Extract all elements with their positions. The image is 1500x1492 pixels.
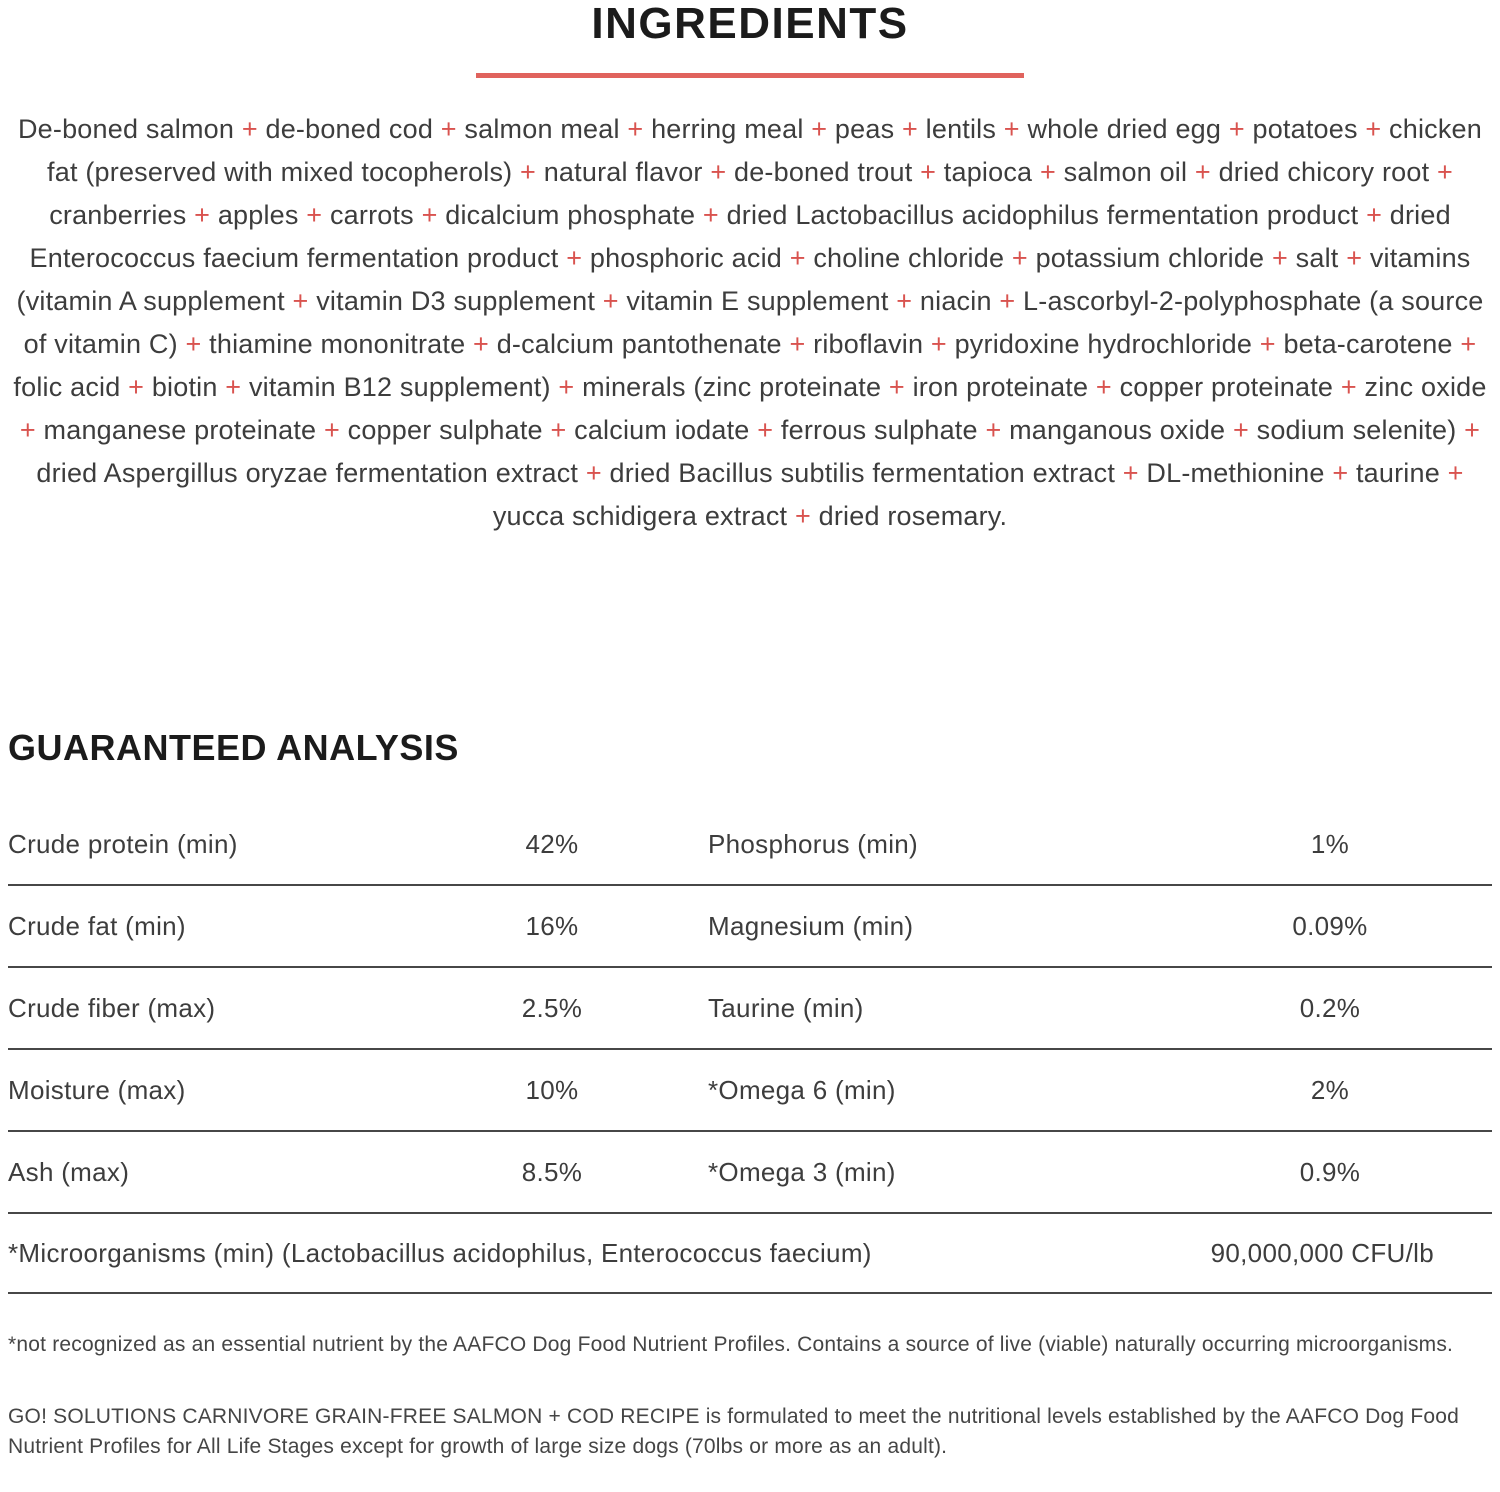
analysis-row <box>8 968 1492 1050</box>
ingredients-header <box>8 0 1492 78</box>
ingredient-item: salt <box>1295 243 1339 273</box>
analysis-row <box>8 1132 1492 1214</box>
plus-separator: + <box>920 157 937 187</box>
ingredient-item: copper sulphate <box>347 415 543 445</box>
ingredient-item: vitamins (vitamin A supplement <box>16 243 1471 316</box>
ingredient-item: lentils <box>925 114 997 144</box>
plus-separator: + <box>1340 372 1357 402</box>
plus-separator: + <box>473 329 489 359</box>
ingredient-item: potatoes <box>1252 114 1358 144</box>
nutrient-label: Moisture (max) <box>8 1074 186 1105</box>
ingredient-item: apples <box>217 200 299 230</box>
plus-separator: + <box>520 157 537 187</box>
plus-separator: + <box>19 415 36 445</box>
plus-separator: + <box>999 286 1016 316</box>
nutrient-label: Ash (max) <box>8 1156 130 1187</box>
plus-separator: + <box>550 415 567 445</box>
nutrient-value: 0.2% <box>1299 992 1361 1023</box>
plus-separator: + <box>421 200 438 230</box>
plus-separator: + <box>930 329 947 359</box>
plus-separator: + <box>1366 200 1383 230</box>
plus-separator: + <box>757 415 774 445</box>
plus-separator: + <box>888 372 905 402</box>
ingredient-item: beta-carotene <box>1283 329 1453 359</box>
title-underline-rule <box>476 73 1024 78</box>
ingredient-item: biotin <box>151 372 218 402</box>
plus-separator: + <box>1003 114 1020 144</box>
plus-separator: + <box>627 114 644 144</box>
nutrient-label: *Omega 3 (min) <box>708 1156 896 1187</box>
plus-separator: + <box>323 415 340 445</box>
ingredient-item: pyridoxine hydrochloride <box>954 329 1253 359</box>
ingredient-item: choline chloride <box>813 243 1005 273</box>
plus-separator: + <box>1011 243 1028 273</box>
ingredient-item: taurine <box>1355 458 1440 488</box>
plus-separator: + <box>1346 243 1363 273</box>
ingredient-item: salmon meal <box>464 114 620 144</box>
ingredient-item: de-boned trout <box>733 157 913 187</box>
ingredient-item: De-boned salmon <box>17 114 235 144</box>
nutrient-value: 8.5% <box>521 1156 583 1187</box>
ingredient-item: vitamin E supplement <box>626 286 889 316</box>
nutrient-value: 42% <box>525 828 579 859</box>
aafco-footnote: *not recognized as an essential nutrient by the AAFCO Dog Food Nutrient Profiles. Contains a source of live (viable) naturally occurring microorganisms. <box>8 1333 1454 1356</box>
ingredient-item: iron proteinate <box>912 372 1089 402</box>
ingredient-item: L-ascorbyl-2-polyphosphate (a source of vitamin C) <box>23 286 1484 359</box>
nutrient-label: Crude fat (min) <box>8 910 186 941</box>
ingredient-item: tapioca <box>943 157 1033 187</box>
ingredient-item: niacin <box>919 286 992 316</box>
plus-separator: + <box>194 200 211 230</box>
plus-separator: + <box>440 114 457 144</box>
ingredient-item: DL-methionine <box>1146 458 1325 488</box>
ingredient-item: ferrous sulphate <box>780 415 978 445</box>
ingredient-item: copper proteinate <box>1119 372 1334 402</box>
plus-separator: + <box>225 372 242 402</box>
plus-separator: + <box>901 114 918 144</box>
ingredients-text <box>8 108 1492 538</box>
ingredient-item: zinc oxide <box>1364 372 1487 402</box>
plus-separator: + <box>1232 415 1249 445</box>
plus-separator: + <box>1095 372 1112 402</box>
nutrient-value: 0.9% <box>1299 1156 1361 1187</box>
nutrient-value: 0.09% <box>1292 910 1368 941</box>
ingredient-item: herring meal <box>651 114 804 144</box>
plus-separator: + <box>1039 157 1056 187</box>
ingredient-item: d-calcium pantothenate <box>496 329 782 359</box>
plus-separator: + <box>128 372 145 402</box>
ingredient-item: natural flavor <box>543 157 703 187</box>
nutrient-label: Phosphorus (min) <box>708 828 918 859</box>
ingredient-item: peas <box>834 114 895 144</box>
nutrient-label: Magnesium (min) <box>708 910 914 941</box>
ingredient-item: whole dried egg <box>1027 114 1222 144</box>
ingredient-item: vitamin D3 supplement <box>316 286 596 316</box>
plus-separator: + <box>566 243 583 273</box>
plus-separator: + <box>811 114 828 144</box>
nutrient-value: 2.5% <box>521 992 583 1023</box>
analysis-row <box>8 804 1492 886</box>
ingredient-item: dried Bacillus subtilis fermentation extract <box>609 458 1116 488</box>
plus-separator: + <box>1447 458 1464 488</box>
ingredient-item: potassium chloride <box>1035 243 1265 273</box>
plus-separator: + <box>1460 329 1477 359</box>
ingredient-item: calcium iodate <box>574 415 750 445</box>
ingredient-item: dried Aspergillus oryzae fermentation extract <box>36 458 579 488</box>
nutrient-label: Crude fiber (max) <box>8 992 216 1023</box>
plus-separator: + <box>702 200 719 230</box>
ingredient-item: folic acid <box>13 372 121 402</box>
nutrient-label: *Omega 6 (min) <box>708 1074 896 1105</box>
ingredient-item: dried Enterococcus faecium fermentation product <box>29 200 1451 273</box>
ingredient-item: vitamin B12 supplement) <box>248 372 551 402</box>
ingredient-item: minerals (zinc proteinate <box>582 372 882 402</box>
plus-separator: + <box>558 372 575 402</box>
nutrient-label: Crude protein (min) <box>8 828 238 859</box>
plus-separator: + <box>292 286 309 316</box>
ingredient-item: de-boned cod <box>265 114 434 144</box>
plus-separator: + <box>1365 114 1382 144</box>
plus-separator: + <box>241 114 258 144</box>
plus-separator: + <box>585 458 602 488</box>
ingredient-item: thiamine mononitrate <box>209 329 466 359</box>
ingredient-item: riboflavin <box>813 329 924 359</box>
ingredient-item: dried chicory root <box>1218 157 1430 187</box>
plus-separator: + <box>789 329 806 359</box>
ingredient-item: sodium selenite) <box>1256 415 1457 445</box>
nutrient-value: 16% <box>525 910 579 941</box>
nutrient-value: 1% <box>1310 828 1350 859</box>
plus-separator: + <box>710 157 727 187</box>
microorganisms-value: 90,000,000 CFU/lb <box>1210 1237 1434 1268</box>
microorganisms-label: *Microorganisms (min) (Lactobacillus acidophilus, Enterococcus faecium) <box>8 1237 872 1268</box>
plus-separator: + <box>602 286 619 316</box>
ingredient-item: carrots <box>329 200 414 230</box>
ingredient-item: dicalcium phosphate <box>445 200 696 230</box>
ingredient-item: dried rosemary. <box>818 501 1008 531</box>
plus-separator: + <box>1464 415 1481 445</box>
plus-separator: + <box>1228 114 1245 144</box>
plus-separator: + <box>1271 243 1288 273</box>
plus-separator: + <box>185 329 202 359</box>
ingredient-item: manganous oxide <box>1009 415 1226 445</box>
plus-separator: + <box>1436 157 1453 187</box>
ingredient-item: chicken fat (preserved with mixed tocopherols) <box>47 114 1482 187</box>
analysis-row <box>8 1050 1492 1132</box>
plus-separator: + <box>1194 157 1211 187</box>
ingredient-item: salmon oil <box>1063 157 1188 187</box>
guaranteed-analysis-table <box>8 804 1492 1214</box>
ingredient-item: cranberries <box>49 200 187 230</box>
ingredient-item: yucca schidigera extract <box>492 501 788 531</box>
ingredient-item: phosphoric acid <box>589 243 782 273</box>
plus-separator: + <box>1259 329 1276 359</box>
nutrient-value: 10% <box>525 1074 579 1105</box>
plus-separator: + <box>1122 458 1139 488</box>
nutrient-label: Taurine (min) <box>708 992 864 1023</box>
analysis-row <box>8 886 1492 968</box>
plus-separator: + <box>896 286 913 316</box>
plus-separator: + <box>794 501 811 531</box>
ingredient-item: manganese proteinate <box>43 415 317 445</box>
guaranteed-analysis-title: GUARANTEED ANALYSIS <box>8 727 459 768</box>
ingredient-item: dried Lactobacillus acidophilus fermentation product <box>726 200 1359 230</box>
plus-separator: + <box>789 243 806 273</box>
nutrient-value: 2% <box>1310 1074 1350 1105</box>
plus-separator: + <box>1332 458 1349 488</box>
ingredients-title: INGREDIENTS <box>591 0 909 48</box>
plus-separator: + <box>985 415 1002 445</box>
plus-separator: + <box>306 200 323 230</box>
microorganisms-row <box>8 1214 1492 1294</box>
formulation-footnote: GO! SOLUTIONS CARNIVORE GRAIN-FREE SALMON + COD RECIPE is formulated to meet the nutritional levels established by the AAFCO Dog Food Nutrient Profiles for All Life Stages except for growth of large size dogs (70lbs or more as an adult). <box>8 1405 1460 1458</box>
